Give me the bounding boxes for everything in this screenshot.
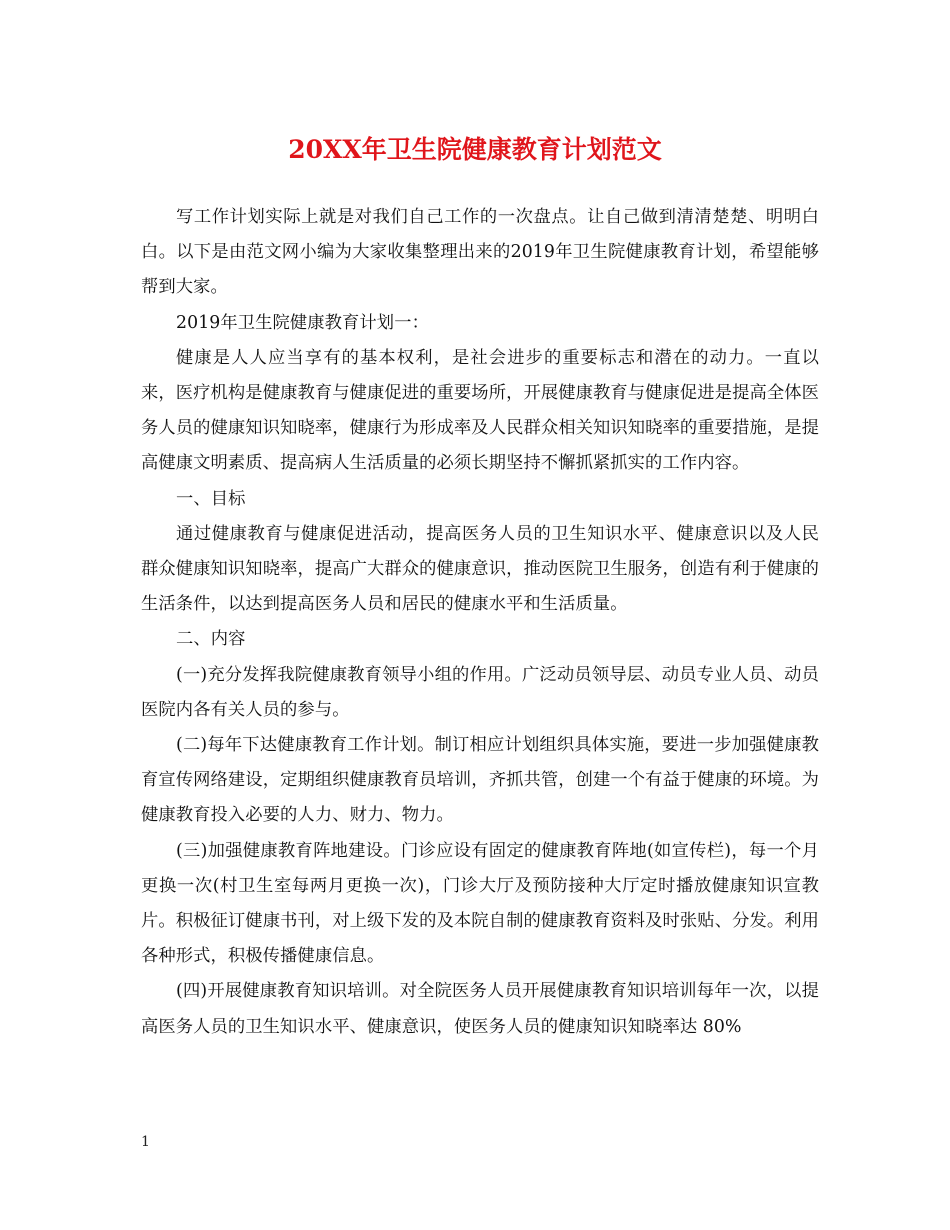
content-item-1: (一)充分发挥我院健康教育领导小组的作用。广泛动员领导层、动员专业人员、动员医院内各有关人员的参与。 [141, 664, 819, 720]
document-body [141, 200, 819, 1045]
content-item-3: (三)加强健康教育阵地建设。门诊应设有固定的健康教育阵地(如宣传栏)，每一个月更换一次(村卫生室每两月更换一次)，门诊大厅及预防接种大厅定时播放健康知识宣教片。积极征订健康书刊，对上级下发的及本院自制的健康教育资料及时张贴、分发。利用各种形式，积极传播健康信息。 [141, 840, 819, 967]
page-number: 1 [141, 1134, 150, 1150]
document-title: 20XX年卫生院健康教育计划范文 [288, 135, 662, 164]
section-heading-goals: 一、目标 [176, 488, 246, 509]
health-rights-paragraph: 健康是人人应当享有的基本权利，是社会进步的重要标志和潜在的动力。一直以来，医疗机构是健康教育与健康促进的重要场所，开展健康教育与健康促进是提高全体医务人员的健康知识知晓率，健康行为形成率及人民群众相关知识知晓率的重要措施，是提高健康文明素质、提高病人生活质量的必须长期坚持不懈抓紧抓实的工作内容。 [141, 347, 819, 474]
content-item-4: (四)开展健康教育知识培训。对全院医务人员开展健康教育知识培训每年一次，以提高医务人员的卫生知识水平、健康意识，使医务人员的健康知识知晓率达 80% [141, 981, 819, 1037]
intro-paragraph: 写工作计划实际上就是对我们自己工作的一次盘点。让自己做到清清楚楚、明明白白。以下是由范文网小编为大家收集整理出来的2019年卫生院健康教育计划，希望能够帮到大家。 [141, 207, 819, 298]
plan-heading: 2019年卫生院健康教育计划一： [176, 312, 429, 333]
goals-paragraph: 通过健康教育与健康促进活动，提高医务人员的卫生知识水平、健康意识以及人民群众健康知识知晓率，提高广大群众的健康意识，推动医院卫生服务，创造有利于健康的生活条件，以达到提高医务人员和居民的健康水平和生活质量。 [141, 523, 819, 615]
section-heading-content: 二、内容 [176, 629, 246, 650]
content-item-2: (二)每年下达健康教育工作计划。制订相应计划组织具体实施，要进一步加强健康教育宣传网络建设，定期组织健康教育员培训，齐抓共管，创建一个有益于健康的环境。为健康教育投入必要的人力、财力、物力。 [141, 735, 819, 826]
